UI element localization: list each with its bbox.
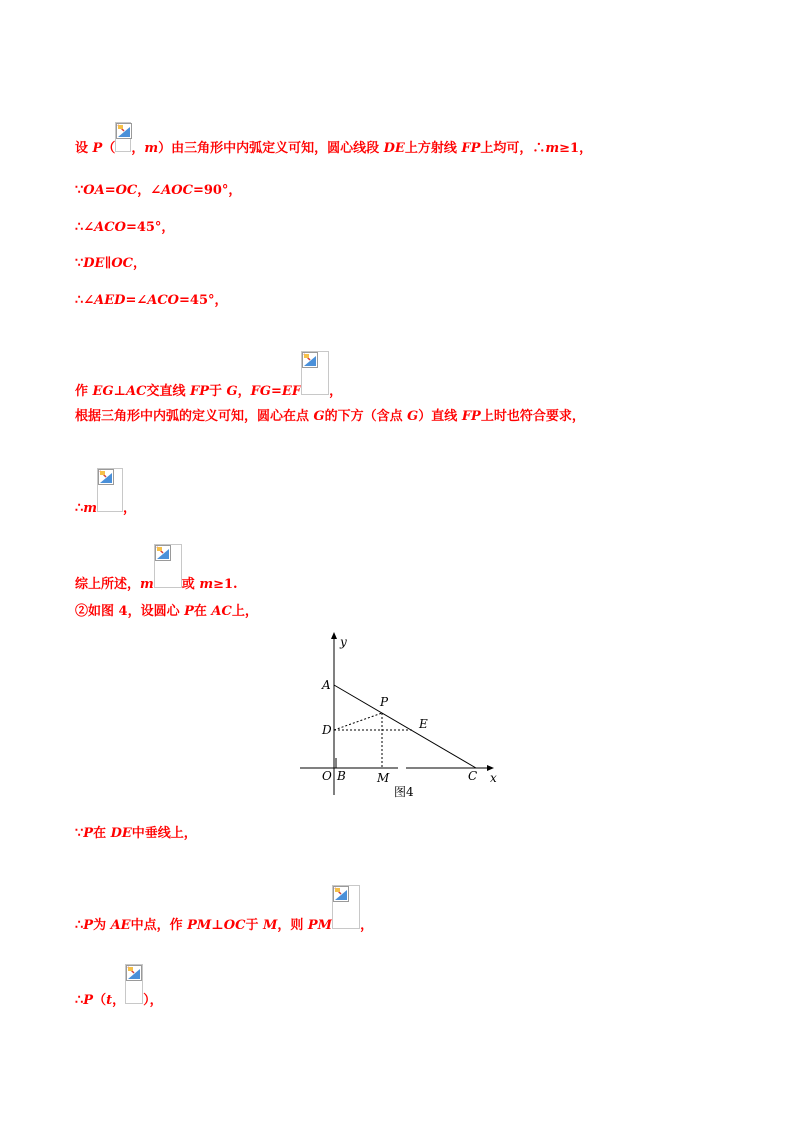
segment-dp xyxy=(334,713,382,730)
broken-image-icon xyxy=(155,545,171,561)
solution-line-4: ∵DE∥OC， xyxy=(75,256,147,271)
broken-image-icon xyxy=(302,352,318,368)
solution-line-7: 根据三角形中内弧的定义可知，圆心在点 G的下方（含点 G）直线 FP上时也符合要求， xyxy=(75,409,585,424)
formula-image-placeholder xyxy=(115,122,131,152)
label-c: C xyxy=(468,769,478,783)
label-o: O xyxy=(322,769,332,783)
solution-line-12: ∴P为 AE中点，作 PM⊥OC于 M，则 PM ， xyxy=(75,885,373,934)
solution-line-10: ②如图 4，设圆心 P在 AC上， xyxy=(75,604,258,619)
solution-line-3: ∴∠ACO=45°， xyxy=(75,220,175,235)
broken-image-icon xyxy=(116,123,132,139)
formula-image-placeholder xyxy=(332,885,360,929)
figure-4-diagram xyxy=(298,628,498,798)
formula-image-placeholder xyxy=(301,351,329,395)
solution-line-6: 作 EG⊥AC交直线 FP于 G，FG=EF ， xyxy=(75,351,342,400)
solution-line-2: ∵OA=OC，∠AOC=90°， xyxy=(75,183,242,198)
broken-image-icon xyxy=(126,965,142,981)
solution-line-1: 设 P（ ，m）由三角形中内弧定义可知，圆心线段 DE上方射线 FP上均可，∴m≥1， xyxy=(75,122,592,157)
solution-line-5: ∴∠AED=∠ACO=45°， xyxy=(75,293,228,308)
label-y: y xyxy=(340,635,347,649)
formula-image-placeholder xyxy=(125,964,143,1004)
solution-line-8: ∴m ， xyxy=(75,468,136,517)
solution-line-13: ∴P（t， ）， xyxy=(75,964,163,1009)
formula-image-placeholder xyxy=(154,544,182,588)
segment-ac xyxy=(334,685,476,768)
label-m: M xyxy=(377,771,390,785)
formula-image-placeholder xyxy=(97,468,123,512)
y-axis-arrow xyxy=(331,632,337,639)
solution-line-9: 综上所述，m 或 m≥1. xyxy=(75,544,238,593)
label-a: A xyxy=(322,678,331,692)
label-p: P xyxy=(380,695,389,709)
axis-gap xyxy=(398,767,406,770)
broken-image-icon xyxy=(98,469,114,485)
label-x: x xyxy=(490,771,497,785)
label-b: B xyxy=(337,769,346,783)
solution-line-11: ∵P在 DE中垂线上， xyxy=(75,826,197,841)
label-d: D xyxy=(322,723,332,737)
label-e: E xyxy=(419,717,428,731)
broken-image-icon xyxy=(333,886,349,902)
figure-caption: 图4 xyxy=(394,785,414,798)
